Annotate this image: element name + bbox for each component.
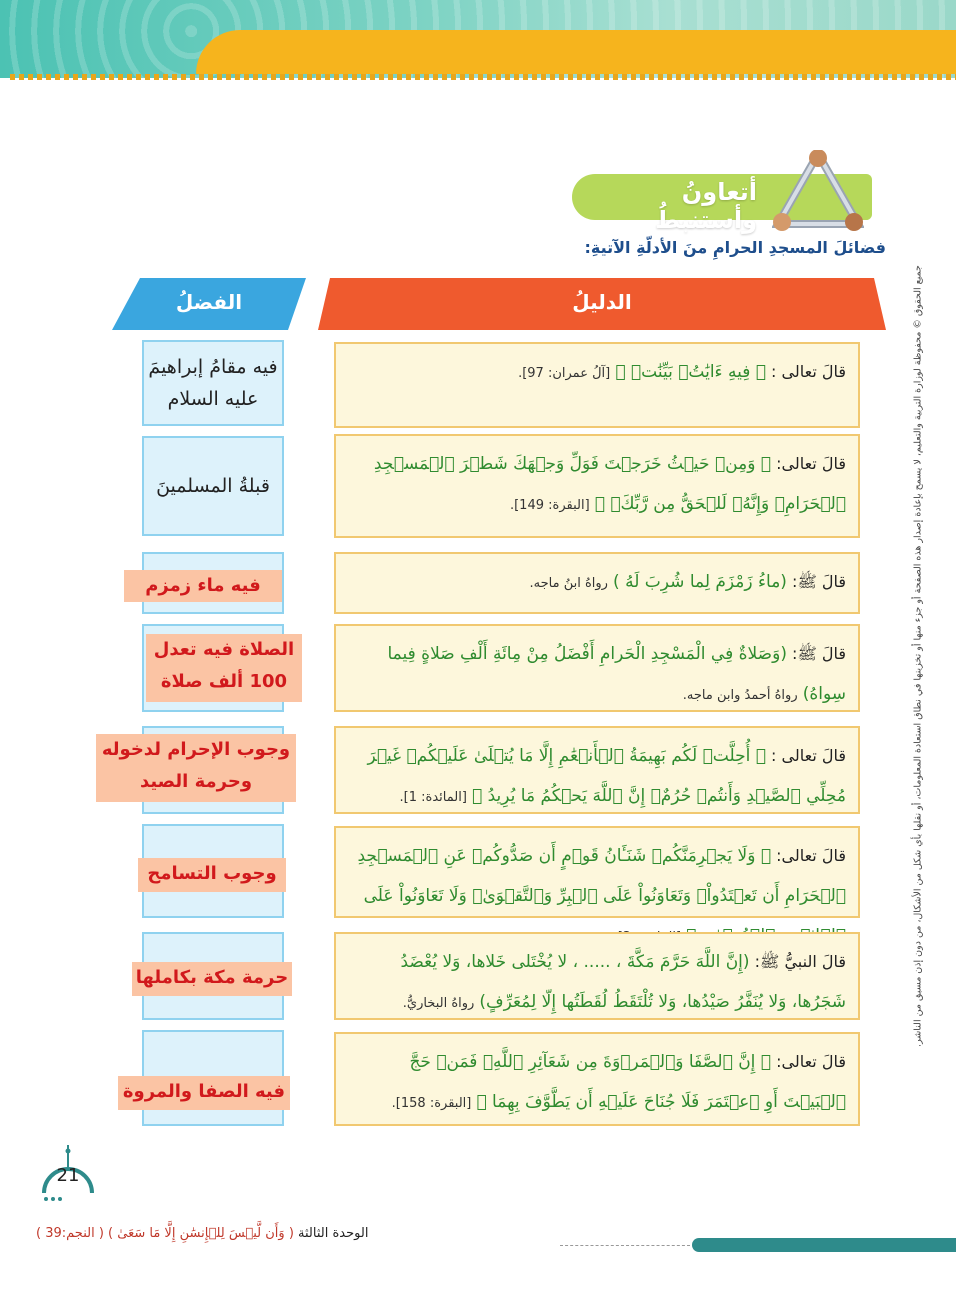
- evidence-box: [334, 624, 860, 712]
- answer-highlight: الصلاة فيه تعدل 100 ألف صلاة: [146, 634, 302, 702]
- cooperating-hands-icon: [772, 150, 864, 234]
- evidence-box: [334, 552, 860, 614]
- footer-bar: [692, 1238, 956, 1252]
- evidence-box: [334, 726, 860, 814]
- copyright-text: جميع الحقوق © محفوظة لوزارة التربية والتعليم، لا يسمح بإعادة إصدار هذه الصفحة أو جزء منها أو تخزينها في نطاق استعادة المعلومات، أو نقلها بأي شكل من الأشكال، من دون إذن مسبق من الناشر.: [912, 265, 924, 1047]
- evidence-box: [334, 342, 860, 428]
- copyright-side-note: [910, 265, 926, 1047]
- virtue-box: [142, 340, 284, 426]
- answer-highlight: حرمة مكة بكاملها: [132, 962, 292, 996]
- evidence-prefix: قالَ تعالى:: [776, 1052, 846, 1071]
- answer-highlight: وجوب الإحرام لدخوله وحرمة الصيد: [96, 734, 296, 802]
- evidence-reference: [البقرة: 158].: [391, 1096, 472, 1111]
- evidence-quote: ﴿ أُحِلَّتۡ لَكُم بَهِيمَةُ ٱلۡأَنۡعَٰمِ إِلَّا مَا يُتۡلَىٰ عَلَيۡكُمۡ غَيۡرَ مُحِلِّي ٱلصَّيۡدِ وَأَنتُمۡ حُرُمٌۗ إِنَّ ٱللَّهَ يَحۡكُمُ مَا يُرِيدُ ﴾: [367, 746, 846, 806]
- evidence-prefix: قالَ تعالى:: [776, 454, 846, 473]
- evidence-header-label: الدليلُ: [572, 290, 632, 314]
- answer-highlight: فيه ماء زمزم: [124, 570, 282, 602]
- page-number-badge: [40, 1145, 96, 1201]
- evidence-box: [334, 1032, 860, 1126]
- evidence-quote: ﴿ فِيهِ ءَايَٰتُۢ بَيِّنَٰتٞ ﴾: [615, 362, 766, 382]
- evidence-quote: (إِنَّ اللَّهَ حَرَّمَ مَكَّةَ ، ..... ، لا يُخْتَلى خَلاها، وَلا يُعْضَدُ شَجَرُها، وَلا يُنَفَّرُ صَيْدُها، وَلا تُلْتَقَطُ لُقَطَتُها إِلّا لِمُعَرِّفٍ): [400, 952, 846, 1012]
- footer-text: [36, 1226, 368, 1241]
- evidence-quote: ﴿ وَلَا يَجۡرِمَنَّكُمۡ شَنَـَٔانُ قَوۡمٍ أَن صَدُّوكُمۡ عَنِ ٱلۡمَسۡجِدِ ٱلۡحَرَامِ أَن تَعۡتَدُواْۘ وَتَعَاوَنُواْ عَلَى ٱلۡبِرِّ وَٱلتَّقۡوَىٰۖ وَلَا تَعَاوَنُواْ عَلَى: [357, 846, 846, 906]
- evidence-prefix: قالَ النبيُّ ﷺ:: [754, 952, 846, 971]
- footer-ref: ( النجم:39 ): [36, 1226, 104, 1241]
- subtitle: فضائلَ المسجدِ الحرامِ منَ الأدلّةِ الآتيةِ:: [584, 238, 886, 257]
- evidence-quote: ﴿ إِنَّ ٱلصَّفَا وَٱلۡمَرۡوَةَ مِن شَعَآئِرِ ٱللَّهِۖ فَمَنۡ حَجَّ ٱلۡبَيۡتَ أَوِ ٱعۡتَمَرَ فَلَا جُنَاحَ عَلَيۡهِ أَن يَطَّوَّفَ بِهِمَا ﴾: [409, 1052, 846, 1112]
- evidence-prefix: قالَ ﷺ:: [792, 644, 846, 663]
- virtue-text: قبلةُ المسلمينَ: [156, 475, 270, 497]
- evidence-quote: ﴿ وَمِنۡ حَيۡثُ خَرَجۡتَ فَوَلِّ وَجۡهَكَ شَطۡرَ ٱلۡمَسۡجِدِ ٱلۡحَرَامِۖ وَإِنَّهُۥ لَلۡحَقُّ مِن رَّبِّكَۗ ﴾: [373, 454, 846, 514]
- virtue-header-label-wrap: [112, 278, 306, 330]
- virtue-box: [142, 436, 284, 536]
- evidence-prefix: قالَ تعالى:: [776, 846, 846, 865]
- evidence-box: [334, 826, 860, 918]
- evidence-reference: رواهُ ابنُ ماجه.: [529, 576, 608, 591]
- evidence-prefix: قالَ تعالى :: [771, 362, 846, 381]
- title-text: أتعاونُ وأستنبطُ: [655, 178, 757, 234]
- evidence-reference: [آلُ عمران: 97].: [518, 366, 611, 381]
- band-yellow-strip: [196, 30, 956, 74]
- evidence-box: [334, 434, 860, 538]
- answer-highlight: وجوب التسامح: [138, 858, 286, 892]
- footer-verse: ( وَأَن لَّيۡسَ لِلۡإِنسَٰنِ إِلَّا مَا سَعَىٰ ): [108, 1226, 294, 1241]
- section-title: [566, 150, 886, 236]
- evidence-header-label-wrap: [318, 278, 886, 330]
- evidence-reference: رواهُ البخاريُّ.: [402, 996, 475, 1011]
- virtue-header-label: الفضلُ: [175, 290, 243, 314]
- evidence-quote: (وَصَلاةٌ فِي الْمَسْجِدِ الْحَرامِ أَفْضَلُ مِنْ مِائَةِ أَلْفِ صَلاةٍ فِيما سِواهُ): [387, 644, 846, 704]
- answer-highlight: فيه الصفا والمروة: [118, 1076, 290, 1110]
- top-decorative-band: [0, 0, 956, 78]
- evidence-reference: رواهُ أحمدُ وابن ماجه.: [682, 688, 798, 703]
- page-number: 21: [56, 1165, 80, 1186]
- evidence-box: [334, 932, 860, 1020]
- evidence-quote: (ماءُ زَمْزَمَ لِما شُرِبَ لَهُ ): [613, 572, 787, 592]
- evidence-prefix: قالَ تعالى :: [771, 746, 846, 765]
- band-dotted-edge: [10, 74, 956, 80]
- evidence-reference: [المائدة: 1].: [399, 790, 467, 805]
- footer-dashed-line: [560, 1245, 690, 1247]
- evidence-reference: [البقرة: 149].: [509, 498, 590, 513]
- virtue-text: فيه مقامُ إبراهيمَ عليه السلام: [148, 356, 278, 410]
- evidence-prefix: قالَ ﷺ:: [792, 572, 846, 591]
- footer-unit: الوحدة الثالثة: [298, 1226, 369, 1241]
